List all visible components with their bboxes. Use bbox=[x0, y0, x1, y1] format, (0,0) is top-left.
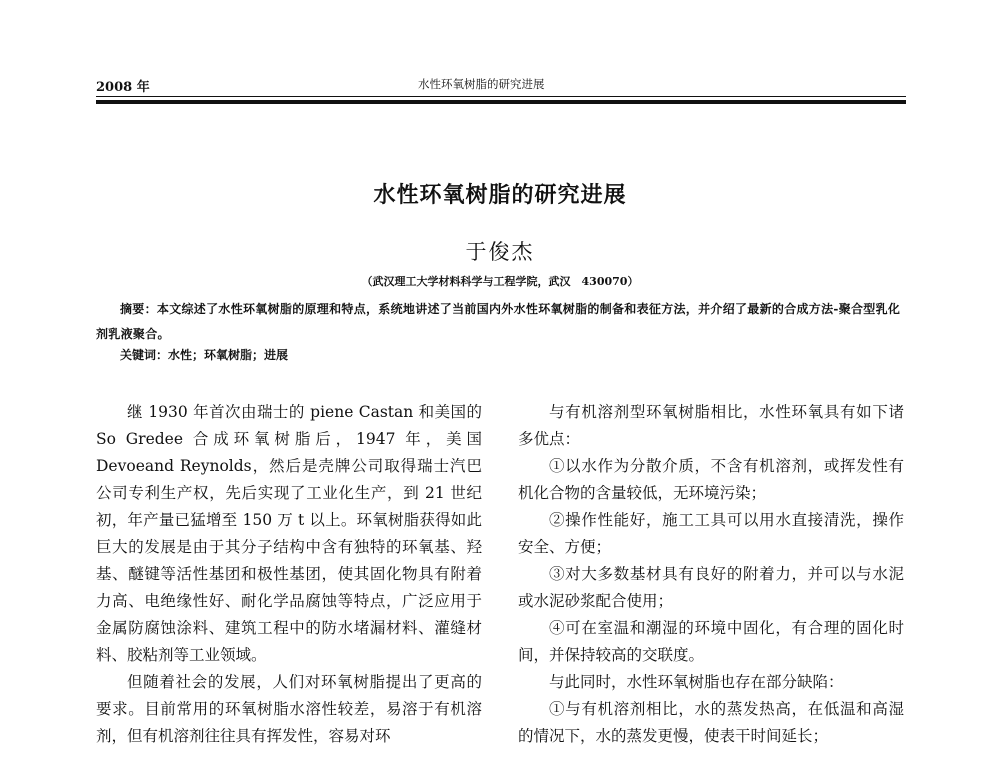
article-title: 水性环氧树脂的研究进展 bbox=[373, 183, 627, 208]
abstract-text: 本文综述了水性环氧树脂的原理和特点，系统地讲述了当前国内外水性环氧树脂的制备和表征方法，并介绍了最新的合成方法-聚合型乳化剂乳液聚合。 bbox=[96, 302, 901, 341]
paragraph: ③对大多数基材具有良好的附着力，并可以与水泥或水泥砂浆配合使用； bbox=[518, 565, 904, 610]
abstract-label: 摘要： bbox=[120, 302, 157, 316]
keywords-text: 水性；环氧树脂；进展 bbox=[168, 348, 289, 362]
keywords-label: 关键词： bbox=[120, 348, 169, 362]
article-author: 于俊杰 bbox=[465, 240, 535, 264]
keywords bbox=[120, 346, 288, 363]
header-rule-thick bbox=[96, 100, 906, 104]
paragraph: 与此同时，水性环氧树脂也存在部分缺陷： bbox=[549, 673, 844, 691]
paragraph: 但随着社会的发展，人们对环氧树脂提出了更高的要求。目前常用的环氧树脂水溶性较差，易溶于有机溶剂，但有机溶剂往往具有挥发性，容易对环 bbox=[96, 673, 482, 745]
paragraph: 继 1930 年首次由瑞士的 piene Castan 和美国的 So Gredee 合成环氧树脂后，1947 年，美国 Devoeand Reynolds，然后是壳牌公司取得瑞士汽巴公司专利生产权，先后实现了工业化生产，到 21 世纪初，年产量已猛增至 150 万 t 以上。环氧树脂获得如此巨大的发展是由于其分子结构中含有独特的环氧基、羟基、醚键等活性基团和极性基团，使其固化物具有附着力高、电绝缘性好、耐化学品腐蚀等特点，广泛应用于金属防腐蚀涂料、建筑工程中的防水堵漏材料、灌缝材料、胶粘剂等工业领域。 bbox=[96, 403, 482, 664]
paragraph: ②操作性能好，施工工具可以用水直接清洗，操作安全、方便； bbox=[518, 511, 904, 556]
body-left-column bbox=[96, 399, 482, 750]
paragraph: ①与有机溶剂相比，水的蒸发热高，在低温和高湿的情况下，水的蒸发更慢，使表干时间延长； bbox=[518, 700, 904, 745]
abstract bbox=[96, 297, 906, 347]
header-running-title: 水性环氧树脂的研究进展 bbox=[418, 77, 545, 91]
body-right-column bbox=[518, 399, 904, 750]
paragraph: ①以水作为分散介质，不含有机溶剂，或挥发性有机化合物的含量较低，无环境污染； bbox=[518, 457, 904, 502]
paragraph: ④可在室温和潮湿的环境中固化，有合理的固化时间，并保持较高的交联度。 bbox=[518, 619, 904, 664]
header-rule-thin bbox=[96, 96, 906, 97]
paragraph: 与有机溶剂型环氧树脂相比，水性环氧具有如下诸多优点： bbox=[518, 403, 904, 448]
article-affiliation: （武汉理工大学材料科学与工程学院，武汉 430070） bbox=[361, 275, 639, 288]
header-year: 2008 年 bbox=[96, 80, 150, 95]
